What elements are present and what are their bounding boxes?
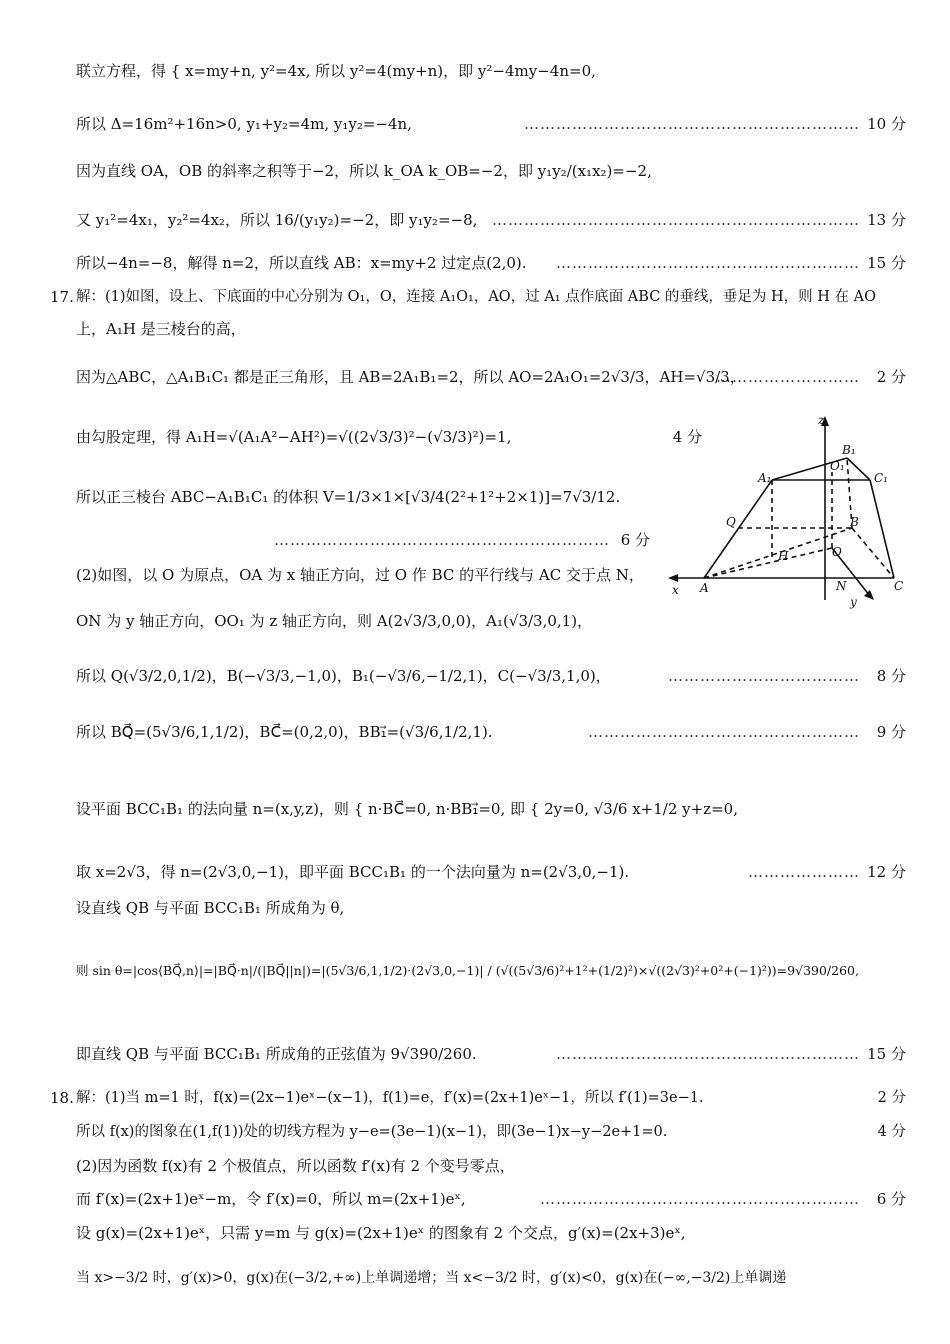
line-4: 又 y₁²=4x₁，y₂²=4x₂，所以 16/(y₁y₂)=−2，即 y₁y₂=−8, …………………………………………………………… 13 分: [76, 211, 906, 229]
line-19: 则 sin θ=|cos⟨BQ⃗,n⟩|=|BQ⃗·n|/(|BQ⃗||n|)=|(5√3/6,1,1/2)·(2√3,0,−1)| / (√((5√3/6)²+1²+(1/2)²)×√((2√3)²+0²+(−1)²))=9√390/260,: [76, 963, 859, 978]
label-c: C: [894, 579, 904, 593]
line-8: 因为△ABC，△A₁B₁C₁ 都是正三角形，且 AB=2A₁B₁=2，所以 AO=2A₁O₁=2√3/3，AH=√3/3， ……………………… 2 分: [76, 368, 906, 386]
line-17: 取 x=2√3，得 n=(2√3,0,−1)，即平面 BCC₁B₁ 的一个法向量为 n=(2√3,0,−1). ………………… 12 分: [76, 863, 906, 881]
label-b: B: [850, 515, 859, 529]
label-z: z: [818, 413, 825, 427]
label-x: x: [672, 583, 679, 597]
edge-a-a1: [704, 480, 772, 578]
line-2: 所以 Δ=16m²+16n>0, y₁+y₂=4m, y₁y₂=−4n, ……………………………………………………… 10 分: [76, 115, 906, 133]
label-c1: C₁: [874, 471, 888, 485]
question-18-number: 18.: [50, 1089, 74, 1107]
edge-b1-c1: [847, 458, 870, 480]
line-14: 所以 Q(√3/2,0,1/2)，B(−√3/3,−1,0)，B₁(−√3/6,−1/2,1)，C(−√3/3,1,0)， ……………………………… 8 分: [76, 667, 906, 685]
line-1: 联立方程，得 { x=my+n, y²=4x, 所以 y²=4(my+n)，即 y²−4my−4n=0,: [76, 62, 596, 80]
label-a: A: [700, 581, 709, 595]
line-23: (2)因为函数 f(x)有 2 个极值点，所以函数 f′(x)有 2 个变号零点，: [76, 1157, 515, 1175]
line-10: 所以正三棱台 ABC−A₁B₁C₁ 的体积 V=1/3×1×[√3/4(2²+1²+2×1)]=7√3/12.: [76, 488, 621, 506]
line-3: 因为直线 OA，OB 的斜率之积等于−2，所以 k_OA k_OB=−2，即 y₁y₂/(x₁x₂)=−2,: [76, 162, 652, 180]
line-21: 解：(1)当 m=1 时，f(x)=(2x−1)eˣ−(x−1)，f(1)=e，f′(x)=(2x+1)eˣ−1，所以 f′(1)=3e−1. 2 分: [76, 1090, 906, 1106]
label-y: y: [850, 595, 857, 609]
line-5: 所以−4n=−8，解得 n=2，所以直线 AB：x=my+2 过定点(2,0). ………………………………………………… 15 分: [76, 254, 906, 272]
line-7: 上，A₁H 是三棱台的高，: [76, 320, 246, 338]
line-26: 当 x>−3/2 时，g′(x)>0，g(x)在(−3/2,+∞)上单调递增；当 x<−3/2 时，g′(x)<0，g(x)在(−∞,−3/2)上单调递: [76, 1270, 787, 1286]
line-15: 所以 BQ⃗=(5√3/6,1,1/2)，BC⃗=(0,2,0)，BB₁⃗=(√3/6,1/2,1). …………………………………………… 9 分: [76, 723, 906, 741]
label-b1: B₁: [842, 443, 856, 457]
line-22: 所以 f(x)的图象在(1,f(1))处的切线方程为 y−e=(3e−1)(x−1)，即(3e−1)x−y−2e+1=0. 4 分: [76, 1124, 906, 1140]
x-arrow: [668, 574, 678, 582]
line-13: ON 为 y 轴正方向，OO₁ 为 z 轴正方向，则 A(2√3/3,0,0)，A₁(√3/3,0,1)，: [76, 612, 593, 630]
frustum-figure: [662, 410, 912, 610]
line-24: 而 f′(x)=(2x+1)eˣ−m，令 f′(x)=0，所以 m=(2x+1)eˣ, …………………………………………………… 6 分: [76, 1190, 906, 1208]
label-o: O: [832, 545, 842, 559]
line-16: 设平面 BCC₁B₁ 的法向量 n=(x,y,z)，则 { n·BC⃗=0, n·BB₁⃗=0, 即 { 2y=0, √3/6 x+1/2 y+z=0,: [76, 800, 738, 818]
question-17-number: 17.: [50, 288, 74, 306]
line-25: 设 g(x)=(2x+1)eˣ，只需 y=m 与 g(x)=(2x+1)eˣ 的图象有 2 个交点，g′(x)=(2x+3)eˣ,: [76, 1224, 686, 1242]
label-n: N: [836, 579, 847, 593]
line-12: (2)如图，以 O 为原点，OA 为 x 轴正方向，过 O 作 BC 的平行线与 AC 交于点 N，: [76, 566, 644, 584]
line-20: 即直线 QB 与平面 BCC₁B₁ 所成角的正弦值为 9√390/260. ………………………………………………… 15 分: [76, 1045, 906, 1063]
label-h: H: [778, 549, 789, 563]
line-18: 设直线 QB 与平面 BCC₁B₁ 所成角为 θ,: [76, 899, 345, 917]
label-a1: A₁: [758, 471, 772, 485]
line-6: 解：(1)如图，设上、下底面的中心分别为 O₁，O，连接 A₁O₁，AO，过 A₁ 点作底面 ABC 的垂线，垂足为 H，则 H 在 AO: [76, 289, 876, 305]
label-q: Q: [726, 515, 736, 529]
line-9: 由勾股定理，得 A₁H=√(A₁A²−AH²)=√((2√3/3)²−(√3/3)²)=1, 4 分: [76, 428, 702, 446]
segment-a-o: [704, 548, 832, 578]
label-o1: O₁: [830, 459, 845, 473]
